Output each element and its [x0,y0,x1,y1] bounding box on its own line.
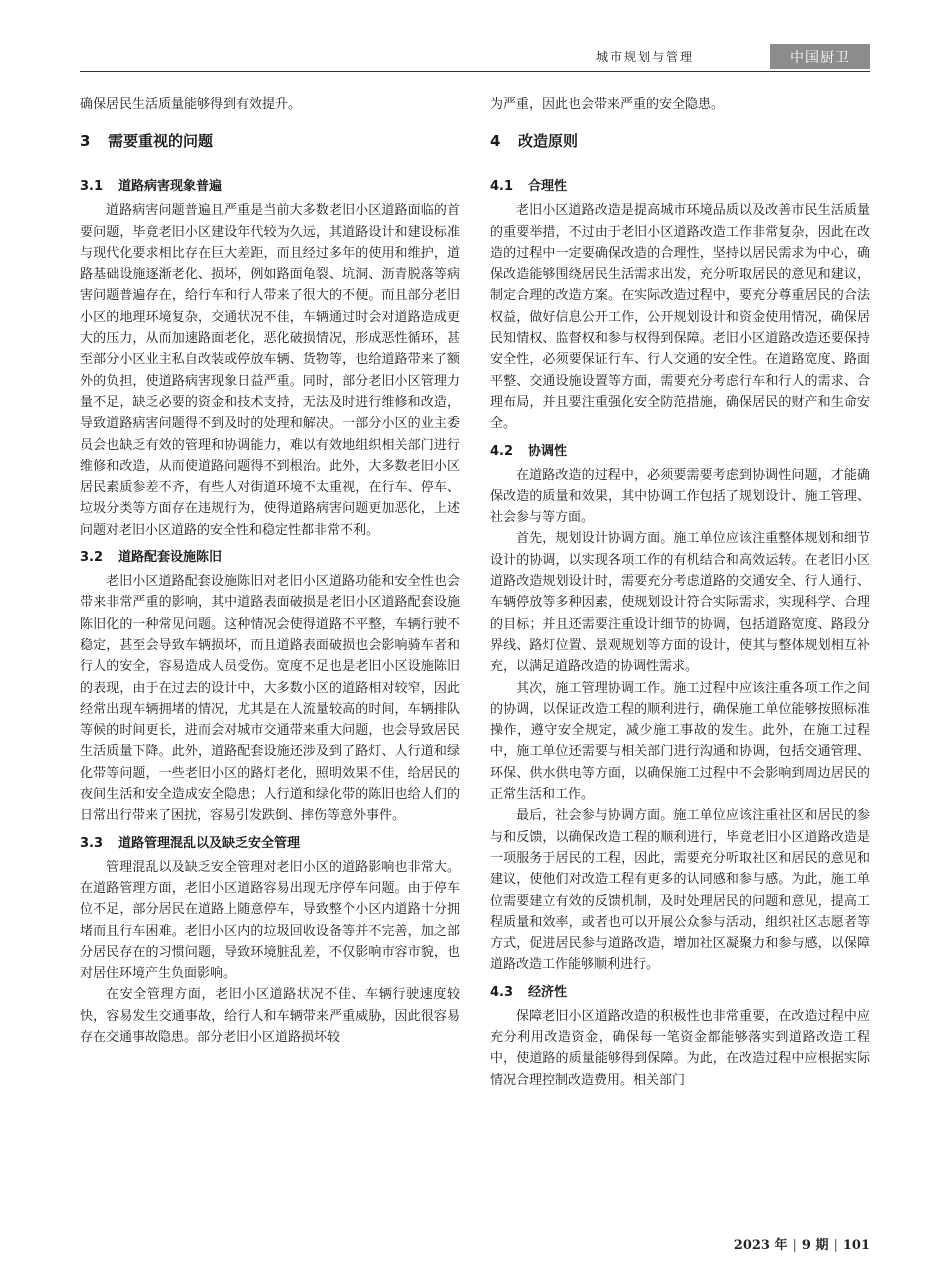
paragraph: 最后，社会参与协调方面。施工单位应该注重社区和居民的参与和反馈，以确保改造工程的顺利进行，毕竟老旧小区道路改造是一项服务于居民的工程，因此，需要充分听取社区和居民的意见和建议，使他们对改造工程有更多的认同感和参与感。为此，施工单位需要建立有效的反馈机制，及时处理居民的问题和意见，提高工程质量和效率，或者也可以开展公众参与活动，组织社区志愿者等方式，促进居民参与道路改造，增加社区凝聚力和参与感，以保障道路改造工作能够顺利进行。 [490,808,870,973]
paragraph: 道路病害问题普遍且严重是当前大多数老旧小区道路面临的首要问题，毕竟老旧小区建设年代较为久远，其道路设计和建设标准与现代化要求相比存在巨大差距，而且经过多年的使用和维护，道路基础设施逐渐老化、损坏，例如路面龟裂、坑洞、沥青脱落等病害问题普遍存在，给行车和行人带来了很大的不便。而且部分老旧小区的地理环境复杂，交通状况不佳，车辆通过时会对道路造成更大的压力，从而加速路面老化，恶化破损情况，形成恶性循环，甚至部分小区业主私自改装或停放车辆、货物等，也给道路带来了额外的负担，使道路病害现象日益严重。同时，部分老旧小区管理力量不足，缺乏必要的资金和技术支持，无法及时进行维修和改造，导致道路病害问题得不到及时的处理和解决。一部分小区的业主委员会也缺乏有效的管理和协调能力，难以有效地组织相关部门进行维修和改造，从而使道路问题得不到根治。此外，大多数老旧小区居民素质参差不齐，有些人对街道环境不太重视，在行车、停车、垃圾分类等方面存在违规行为，使得道路病害问题更加恶化，上述问题对老旧小区道路的安全性和稳定性都非常不利。 [80,203,460,538]
section-heading-4 [490,129,870,153]
journal-brand-badge: 中国厨卫 [770,44,870,69]
left-column [80,94,460,1048]
paragraph: 老旧小区道路配套设施陈旧对老旧小区道路功能和安全性也会带来非常严重的影响，其中道路表面破损是老旧小区道路配套设施陈旧化的一种常见问题。这种情况会使得道路不平整，车辆行驶不稳定，甚至会导致车辆损坏，而且道路表面破损也会影响骑车者和行人的安全，容易造成人员受伤。宽度不足也是老旧小区设施陈旧的表现，由于在过去的设计中，大多数小区的道路相对较窄，因此经常出现车辆拥堵的情况，尤其是在人流量较高的时间，车辆排队等候的时间更长，进而会对城市交通带来重大问题，也会导致居民生活质量下降。此外，道路配套设施还涉及到了路灯、人行道和绿化带等问题，一些老旧小区的路灯老化，照明效果不佳，给居民的夜间生活和安全造成安全隐患；人行道和绿化带的陈旧也给人们的日常出行带来了困扰，容易引发跌倒、摔伤等意外事件。 [80,574,460,824]
subsection-number: 3.3 [80,835,104,851]
footer-year: 2023 年 [733,1238,788,1253]
section-title: 需要重视的问题 [108,132,214,151]
subsection-heading-3-1 [80,175,460,199]
subsection-number: 3.1 [80,179,104,195]
section-number: 4 [490,132,501,151]
page-footer [734,1234,870,1253]
subsection-title: 道路病害现象普遍 [118,179,223,195]
subsection-title: 道路配套设施陈旧 [118,550,223,566]
paragraph: 首先，规划设计协调方面。施工单位应该注重整体规划和细节设计的协调，以实现各项工作的有机结合和高效运转。在老旧小区道路改造规划设计时，需要充分考虑道路的交通安全、行人通行、车辆停放等多种因素，使规划设计符合实际需求，实现科学、合理的目标；并且还需要注重设计细节的协调，包括道路宽度、路段分界线、路灯位置、景观规划等方面的设计，使其与整体规划相互补充，以满足道路改造的协调性需求。 [490,531,870,675]
running-header-section: 城市规划与管理 [595,50,694,64]
subsection-heading-3-3 [80,832,460,856]
paragraph: 老旧小区道路改造是提高城市环境品质以及改善市民生活质量的重要举措，不过由于老旧小区道路改造工作非常复杂，因此在改造的过程中一定要确保改造的合理性，坚持以居民需求为中心，确保改造能够围绕居民生活需求出发，充分听取居民的意见和建议，制定合理的改造方案。在实际改造过程中，要充分尊重居民的合法权益，做好信息公开工作，公开规划设计和资金使用情况，确保居民知情权、监督权和参与权得到保障。老旧小区道路改造还要保持安全性，必须要保证行车、行人交通的安全性。在道路宽度、路面平整、交通设施设置等方面，需要充分考虑行车和行人的需求、合理布局，并且要注重强化安全防范措施，确保居民的财产和生命安全。 [490,203,870,432]
subsection-heading-4-3 [490,981,870,1005]
paragraph: 在道路改造的过程中，必须要需要考虑到协调性问题，才能确保改造的质量和效果，其中协调工作包括了规划设计、施工管理、社会参与等方面。 [490,467,870,526]
section-title: 改造原则 [518,132,579,151]
paragraph: 其次，施工管理协调工作。施工过程中应该注重各项工作之间的协调，以保证改造工程的顺利进行，确保施工单位能够按照标准操作，遵守安全规定，减少施工事故的发生。此外，在施工过程中，施工单位还需要与相关部门进行沟通和协调，包括交通管理、环保、供水供电等方面，以确保施工过程中不会影响到周边居民的正常生活和工作。 [490,680,870,803]
subsection-heading-4-1 [490,175,870,199]
footer-separator: | [792,1238,797,1253]
subsection-title: 合理性 [528,179,568,195]
header-divider [80,71,870,72]
intro-continuation: 确保居民生活质量能够得到有效提升。 [80,97,302,112]
subsection-number: 4.3 [490,984,514,1000]
footer-separator: | [833,1238,838,1253]
right-column [490,94,870,1091]
paragraph: 在安全管理方面，老旧小区道路状况不佳、车辆行驶速度较快，容易发生交通事故，给行人和车辆带来严重威胁，因此很容易存在交通事故隐患。部分老旧小区道路损坏较 [80,987,460,1045]
page-number: 101 [842,1238,870,1253]
subsection-heading-4-2 [490,440,870,464]
paragraph: 保障老旧小区道路改造的积极性也非常重要，在改造过程中应充分利用改造资金，确保每一笔资金都能够落实到道路改造工程中，使道路的质量能够得到保障。为此，在改造过程中应根据实际情况合理控制改造费用。相关部门 [490,1008,870,1088]
subsection-title: 经济性 [528,984,568,1000]
subsection-number: 3.2 [80,550,104,566]
section-heading-3 [80,129,460,153]
paragraph: 管理混乱以及缺乏安全管理对老旧小区的道路影响也非常大。在道路管理方面，老旧小区道路容易出现无序停车问题。由于停车位不足，部分居民在道路上随意停车，导致整个小区内道路十分拥堵而且行车困难。老旧小区内的垃圾回收设备等并不完善，加之部分居民存在的习惯问题，导致环境脏乱差，不仅影响市容市貌，也对居住环境产生负面影响。 [80,859,460,982]
subsection-heading-3-2 [80,546,460,570]
subsection-title: 道路管理混乱以及缺乏安全管理 [118,835,301,851]
subsection-number: 4.2 [490,443,514,459]
column-continuation: 为严重，因此也会带来严重的安全隐患。 [490,97,725,112]
footer-issue: 9 期 [801,1238,829,1253]
subsection-number: 4.1 [490,179,514,195]
subsection-title: 协调性 [528,443,568,459]
section-number: 3 [80,132,91,151]
